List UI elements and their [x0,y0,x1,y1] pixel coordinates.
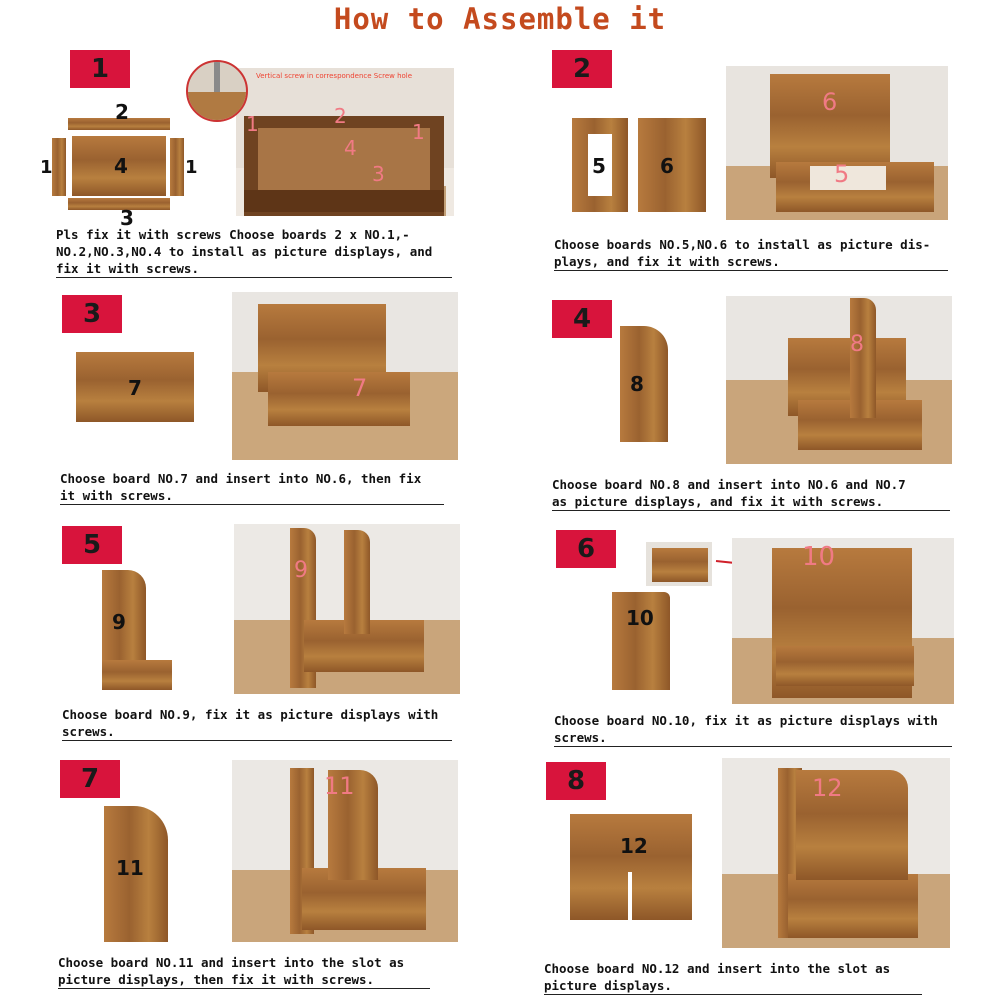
board-label-6: 6 [660,154,674,178]
step-number-badge: 6 [556,530,616,568]
board-8 [620,326,668,442]
step-number-badge: 7 [60,760,120,798]
board-label-3: 3 [120,206,134,230]
board-label-9: 9 [112,610,126,634]
photo-label: 4 [344,136,357,160]
step-caption: Choose board NO.10, fix it as picture displays with screws. [554,712,952,747]
step-number-badge: 8 [546,762,606,800]
photo-note: Vertical screw in correspondence Screw hole [256,72,413,80]
board-label-10: 10 [626,606,654,630]
step-5-photo [234,524,460,694]
board-label-11: 11 [116,856,144,880]
step-caption: Choose board NO.12 and insert into the slot as picture displays. [544,960,922,995]
board-3 [68,198,170,210]
step-caption: Choose board NO.8 and insert into NO.6 and NO.7 as picture displays, and fix it with screws. [552,476,950,511]
photo-label: 2 [334,104,347,128]
screw-detail-inset [186,60,248,122]
photo-label: 6 [822,88,838,116]
board-1-right [170,138,184,196]
step-4-photo [726,296,952,464]
board-12-slot [628,872,632,920]
photo-label: 10 [802,542,836,572]
board-label-8: 8 [630,372,644,396]
step-caption: Choose board NO.9, fix it as picture displays with screws. [62,706,452,741]
step-8-photo [722,758,950,948]
step-3-photo [232,292,458,460]
step-number-badge: 2 [552,50,612,88]
page-title: How to Assemble it [333,2,667,36]
photo-label: 8 [850,332,864,357]
board-label-4: 4 [114,154,128,178]
photo-label: 12 [812,774,843,802]
board-label-7: 7 [128,376,142,400]
step-caption: Choose board NO.11 and insert into the slot as picture displays, then fix it with screws. [58,954,430,989]
board-label-5: 5 [592,154,606,178]
board-1-left [52,138,66,196]
board-label-1: 1 [40,157,53,178]
step-7-photo [232,760,458,942]
photo-label: 3 [372,162,385,186]
step-number-badge: 5 [62,526,122,564]
step-1-photo [236,68,454,216]
step-caption: Choose board NO.7 and insert into NO.6, then fix it with screws. [60,470,444,505]
step-number-badge: 3 [62,295,122,333]
step-number-badge: 1 [70,50,130,88]
step-number-badge: 4 [552,300,612,338]
board-label-2: 2 [115,100,129,124]
photo-label: 1 [246,112,259,136]
photo-label: 7 [352,374,368,402]
step-caption: Pls fix it with screws Choose boards 2 x NO.1,- NO.2,NO.3,NO.4 to install as picture displays, and fix it with screws. [56,226,452,278]
board-label-1b: 1 [185,157,198,178]
photo-label: 5 [834,160,850,188]
step-2-photo [726,66,948,220]
photo-label: 9 [294,558,308,583]
photo-label: 1 [412,120,425,144]
step-caption: Choose boards NO.5,NO.6 to install as picture dis- plays, and fix it with screws. [554,236,948,271]
step-6-detail-photo [646,542,712,586]
board-9-foot [102,660,172,690]
step-6-photo [732,538,954,704]
board-label-12: 12 [620,834,648,858]
photo-label: 11 [324,772,355,800]
